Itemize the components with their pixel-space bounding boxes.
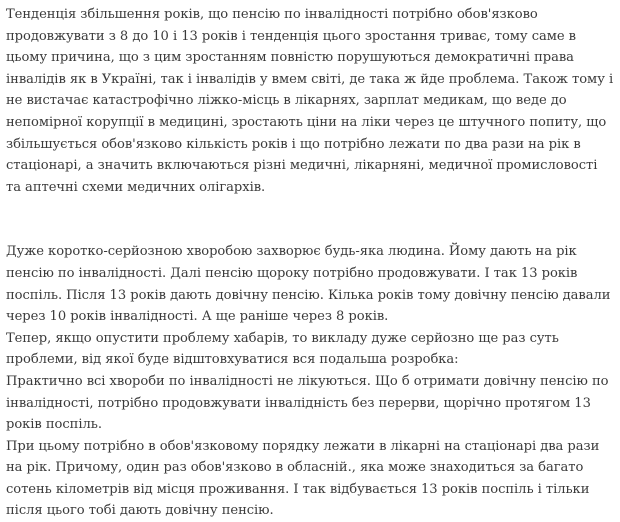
article-paragraph-4: Практично всі хвороби по інвалідності не лікуються. Що б отримати довічну пенсію по інвалідності, потрібно продовжувати інвалідність без перерви, щорічно протягом 13 років поспіль. bbox=[6, 373, 609, 433]
article-body bbox=[6, 4, 616, 522]
article-paragraph-3: Тепер, якщо опустити проблему хабарів, то викладу дуже серйозно ще раз суть проблеми, від якої буде відштовхуватися вся подальша розробка: bbox=[6, 330, 559, 368]
article-paragraph-2: Дуже коротко-серйозною хворобою захворює будь-яка людина. Йому дають на рік пенсію по інвалідності. Далі пенсію щороку потрібно продовжувати. І так 13 років поспіль. Після 13 років дають довічну пенсію. Кілька років тому довічну пенсію давали через 10 років інвалідності. А ще раніше через 8 років. bbox=[6, 244, 611, 325]
article-paragraph-1: Тенденція збільшення років, що пенсію по інвалідності потрібно обов'язково продовжувати з 8 до 10 і 13 років і тенденція цього зростання триває, тому саме в цьому причина, що з цим зростанням повністю порушуються демократичні права інвалідів як в Україні, так і інвалідів у вмем світі, де така ж йде проблема. Також тому і не вистачає катастрофічно ліжко-місць в лікарнях, зарплат медикам, що веде до непомірної корупції в медицині, зростають ціни на ліки через це штучного попиту, що збільшується обов'язково кількість років і що потрібно лежати по два рази на рік в стаціонарі, а значить включаються різні медичні, лікарняні, медичної промисловості та аптечні схеми медичних олігархів. bbox=[6, 7, 614, 195]
article-section-2 bbox=[6, 241, 616, 522]
article-paragraph-5: При цьому потрібно в обов'язковому порядку лежати в лікарні на стаціонарі два рази на рік. Причому, один раз обов'язково в обласній., яка може знаходиться за багато сотень кілометрів від місця проживання. І так відбувається 13 років поспіль і тільки після цього тобі дають довічну пенсію. bbox=[6, 438, 600, 519]
